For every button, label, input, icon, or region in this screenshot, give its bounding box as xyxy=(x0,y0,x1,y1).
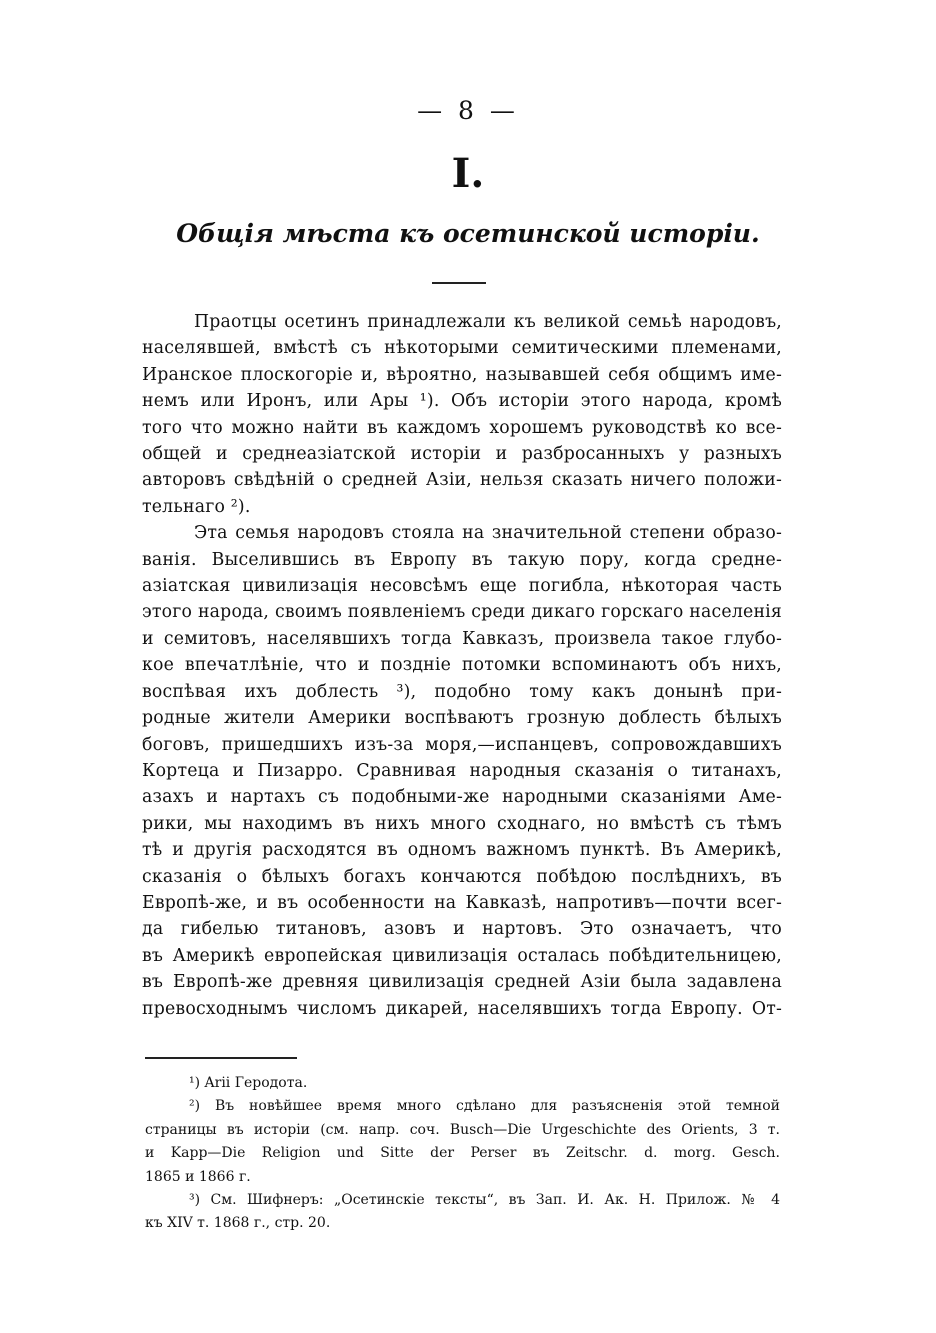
title-divider xyxy=(432,282,486,284)
footnote-3-line: къ XIV т. 1868 г., стр. 20. xyxy=(145,1215,331,1232)
text-line: Эта семья народовъ стояла на значительной степени образо- xyxy=(194,523,782,544)
footnote-divider xyxy=(145,1057,297,1059)
text-line: рики, мы находимъ въ нихъ много сходнаго, но вмѣстѣ съ тѣмъ xyxy=(142,813,782,834)
text-line: кое впечатлѣніе, что и поздніе потомки вспоминаютъ объ нихъ, xyxy=(142,655,782,676)
body-text xyxy=(142,309,782,1022)
text-line: и семитовъ, населявшихъ тогда Кавказъ, произвела такое глубо- xyxy=(142,628,782,649)
chapter-numeral: I. xyxy=(451,150,485,197)
text-line: Европѣ-же, и въ особенности на Кавказѣ, напротивъ—почти всег- xyxy=(142,892,782,913)
footnotes xyxy=(145,1072,780,1236)
text-line: родные жители Америки воспѣваютъ грозную доблесть бѣлыхъ xyxy=(142,708,782,729)
text-line: того что можно найти въ каждомъ хорошемъ руководствѣ ко все- xyxy=(142,417,782,438)
chapter-title: Общія мѣста къ осетинской исторіи. xyxy=(176,219,760,248)
text-line: этого народа, своимъ появленіемъ среди дикаго горскаго населенія xyxy=(142,602,782,623)
text-line: тѣ и другія расходятся въ одномъ важномъ пунктѣ. Въ Америкѣ, xyxy=(142,840,782,861)
footnote-2-line: и Kapp—Die Religion und Sitte der Perser въ Zeitschr. d. morg. Gesch. xyxy=(145,1145,780,1162)
footnote-2-line: 1865 и 1866 г. xyxy=(145,1168,251,1185)
text-line: въ Америкѣ европейская цивилизація осталась побѣдительницею, xyxy=(142,945,782,966)
text-line: азіатская цивилизація несовсѣмъ еще погибла, нѣкоторая часть xyxy=(142,576,782,597)
text-line: общей и среднеазіатской исторіи и разбросанныхъ у разныхъ xyxy=(142,444,782,465)
text-line: Праотцы осетинъ принадлежали къ великой семьѣ народовъ, xyxy=(194,312,782,332)
text-line: сказанія о бѣлыхъ богахъ кончаются побѣдою послѣднихъ, въ xyxy=(142,866,782,887)
text-line: населявшей, вмѣстѣ съ нѣкоторыми семитическими племенами, xyxy=(142,338,782,359)
footnote-2: ²) Въ новѣйшее время много сдѣлано для разъясненія этой темной xyxy=(189,1098,780,1115)
text-line: тельнаго ²). xyxy=(142,496,251,517)
text-line: воспѣвая ихъ доблесть ³), подобно тому какъ донынѣ при- xyxy=(142,681,782,702)
text-line: въ Европѣ-же древняя цивилизація средней Азіи была задавлена xyxy=(142,972,782,993)
footnote-2-line: страницы въ исторіи (см. напр. соч. Busch—Die Urgeschichte des Orients, 3 т. xyxy=(145,1121,780,1138)
text-line: да гибелью титановъ, азовъ и нартовъ. Это означаетъ, что xyxy=(142,919,782,940)
text-line: превосходнымъ числомъ дикарей, населявшихъ тогда Европу. От- xyxy=(142,998,782,1019)
text-line: ванія. Выселившись въ Европу въ такую пору, когда средне- xyxy=(142,549,782,570)
footnote-1: ¹) Arii Геродота. xyxy=(189,1075,308,1091)
text-line: боговъ, пришедшихъ изъ-за моря,—испанцевъ, сопровождавшихъ xyxy=(142,734,782,755)
text-line: азахъ и нартахъ съ подобными-же народными сказаніями Аме- xyxy=(142,787,782,808)
text-line: авторовъ свѣдѣній о средней Азіи, нельзя сказать ничего положи- xyxy=(142,470,782,491)
text-line: Кортеца и Пизарро. Сравнивая народныя сказанія о титанахъ, xyxy=(142,760,782,781)
page-number: — 8 — xyxy=(417,96,519,125)
text-line: Иранское плоскогоріе и, вѣроятно, называвшей себя общимъ име- xyxy=(142,364,782,385)
footnote-3: ³) См. Шифнеръ: „Осетинскіе тексты“, въ Зап. И. Ак. Н. Прилож. № 4 xyxy=(189,1192,780,1209)
text-line: немъ или Иронъ, или Ары ¹). Объ исторіи этого народа, кромѣ xyxy=(142,391,782,412)
